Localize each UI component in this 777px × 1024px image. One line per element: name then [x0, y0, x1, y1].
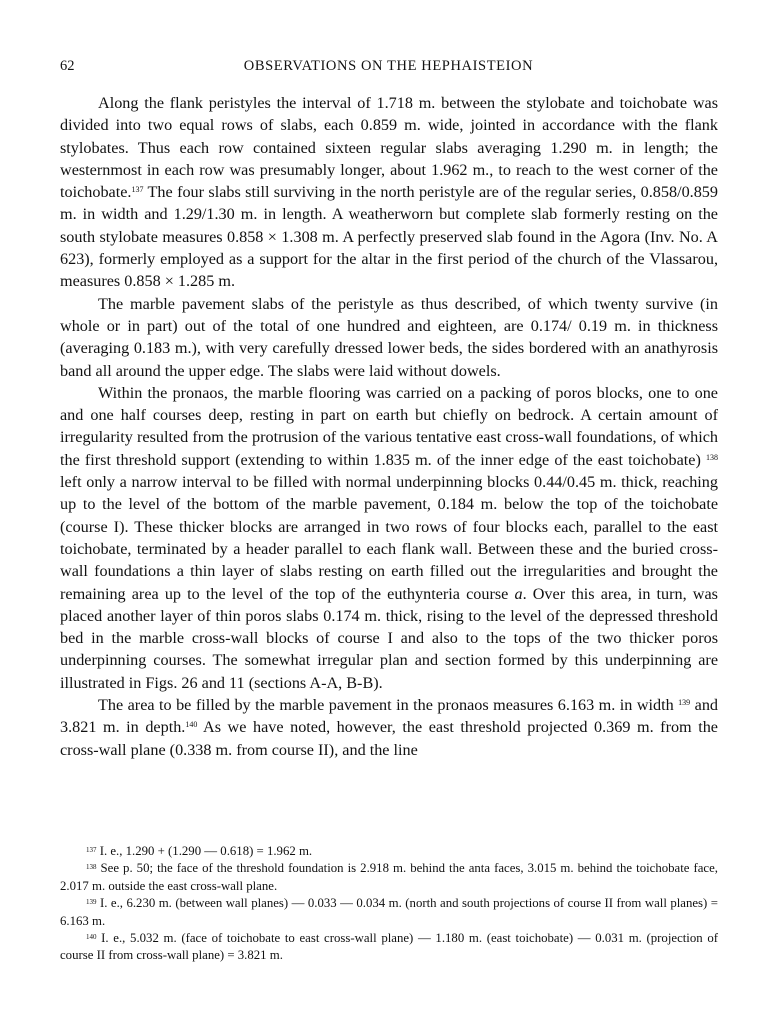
- footnote-number: 137: [86, 846, 97, 854]
- running-title: OBSERVATIONS ON THE HEPHAISTEION: [243, 58, 534, 74]
- body-paragraph: [60, 92, 718, 293]
- footnote-text: I. e., 5.032 m. (face of toichobate to east cross-wall plane) — 1.180 m. (east toichobate) — 0.031 m. (projection of course II from cross-wall plane) = 3.821 m.: [60, 931, 718, 963]
- footnote-number: 140: [86, 933, 97, 942]
- footnote-text: I. e., 1.290 + (1.290 — 0.618) = 1.962 m.: [96, 844, 313, 858]
- footnote: [60, 843, 718, 860]
- footnote-text: See p. 50; the face of the threshold foundation is 2.918 m. behind the anta faces, 3.015 m. behind the toichobate face, 2.017 m. outside the east cross-wall plane.: [60, 861, 718, 893]
- paragraph-text: Along the flank peristyles the interval of 1.718 m. between the stylobate and toichobate was divided into two equal rows of slabs, each 0.859 m. wide, jointed in accordance with the flank stylobates. Thus each row contained sixteen regular slabs averaging 1.290 m. in length; the westernmost in each row was presumably longer, about 1.962 m., to reach to the west corner of the toichobate.: [60, 94, 718, 202]
- paragraph-text: As we have noted, however, the east threshold projected 0.369 m. from the cross-wall plane (0.338 m. from course II), and the line: [60, 718, 718, 759]
- body-paragraph: [60, 382, 718, 694]
- footnote-reference: 137: [131, 185, 144, 195]
- footnote-number: 139: [86, 898, 97, 907]
- paragraph-text: The marble pavement slabs of the peristyle as thus described, of which twenty survive (in whole or in part) out of the total of one hundred and eighteen, are 0.174/ 0.19 m. in thickness (averaging 0.183 m.), with very carefully dressed lower beds, the sides bordered with an anathyrosis band all around the upper edge. The slabs were laid without dowels.: [60, 294, 718, 380]
- paragraph-text: The area to be filled by the marble pavement in the pronaos measures 6.163 m. in width: [98, 696, 679, 715]
- body-paragraph: [60, 293, 718, 382]
- footnote: [60, 895, 718, 930]
- footnote-reference: 140: [185, 720, 198, 730]
- paragraph-text: . Over this area, in turn, was placed another layer of thin poros slabs 0.174 m. thick, rising to the level of the depressed threshold bed in the marble cross-wall blocks of course I and also to the tops of the two thicker poros underpinning courses. The somewhat irregular plan and section formed by this underpinning are illustrated in Figs. 26 and 11 (sections A-A, B-B).: [60, 584, 718, 692]
- paragraph-text: Within the pronaos, the marble flooring was carried on a packing of poros blocks, one to one and one half courses deep, resting in part on earth but chiefly on bedrock. A certain amount of irregularity resulted from the protrusion of the various tentative east cross-wall foundations, of which the first threshold support (extending to within 1.835 m. of the inner edge of the east toichobate): [60, 383, 718, 469]
- footnote-reference: 139: [678, 698, 691, 708]
- running-header: [60, 58, 717, 75]
- paragraph-text: left only a narrow interval to be filled with normal underpinning blocks 0.44/0.45 m. thick, reaching up to the level of the bottom of the marble pavement, 0.184 m. below the top of the toichobate (course I). These thicker blocks are arranged in two rows of four blocks each, parallel to the east toichobate, terminated by a header parallel to each flank wall. Between these and the buried cross-wall foundations a thin layer of slabs resting on earth filled out the irregularities and brought the remaining area up to the level of the top of the euthynteria course: [60, 473, 718, 603]
- page-number: 62: [60, 58, 75, 74]
- paragraph-text: The four slabs still surviving in the north peristyle are of the regular series, 0.858/0.859 m. in width and 1.29/1.30 m. in length. A weatherworn but complete slab formerly resting on the south stylobate measures 0.858 × 1.308 m. A perfectly preserved slab found in the Agora (Inv. No. A 623), formerly employed as a support for the altar in the first period of the church of the Vlassarou, measures 0.858 × 1.285 m.: [60, 183, 718, 291]
- italic-text: a: [514, 584, 523, 603]
- footnote-number: 138: [86, 863, 97, 872]
- footnotes: [60, 843, 718, 965]
- footnote-text: I. e., 6.230 m. (between wall planes) — 0.033 — 0.034 m. (north and south projections of course II from wall planes) = 6.163 m.: [60, 896, 718, 928]
- paragraph-text: and 3.821 m. in depth.: [60, 696, 719, 737]
- main-text: [60, 92, 718, 761]
- footnote: [60, 860, 718, 895]
- footnote-reference: 138: [706, 452, 718, 462]
- footnote: [60, 930, 718, 965]
- body-paragraph: [60, 694, 718, 761]
